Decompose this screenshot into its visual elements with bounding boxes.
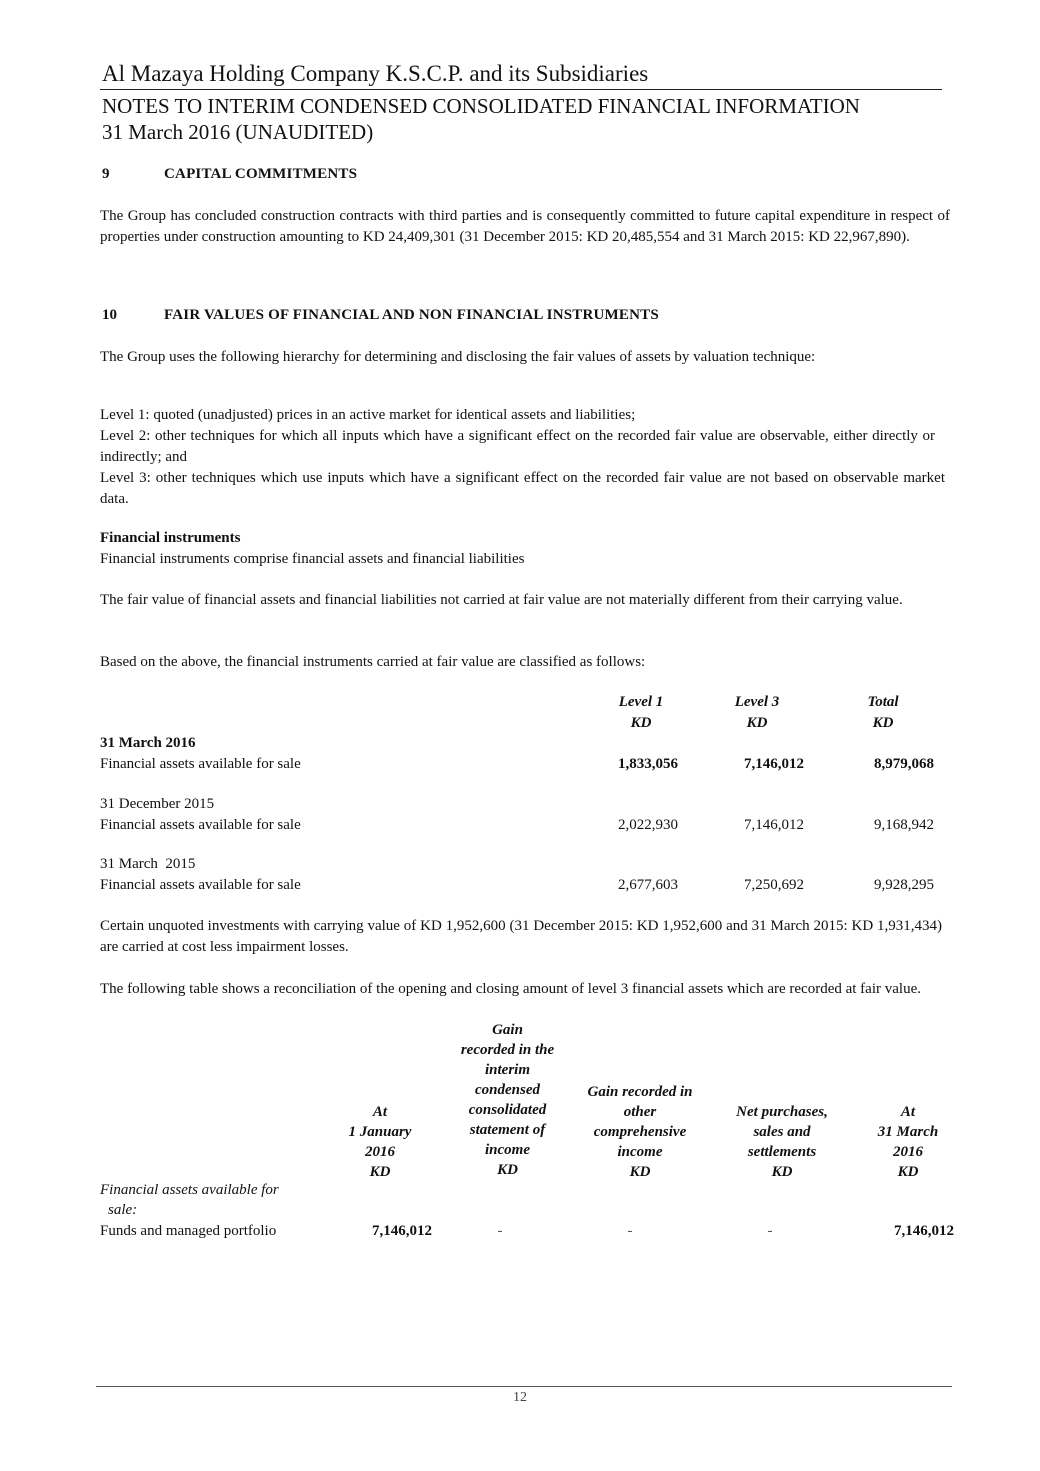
table2-row-label: Funds and managed portfolio [100, 1223, 277, 1239]
level-1-definition: Level 1: quoted (unadjusted) prices in an active market for identical assets and liabilities; [100, 407, 636, 423]
table2-header-gain-income: Gain recorded in the interim condensed consolidated statement of income KD [460, 1022, 555, 1178]
period-title: 31 March 2016 (UNAUDITED) [102, 120, 374, 144]
table2-cell: - [627, 1223, 633, 1239]
table2-group-label: Financial assets available for [100, 1182, 279, 1198]
level-3-definition: Level 3: other techniques which use inputs which have a significant effect on the recorded fair value are not based on observable market data. [100, 470, 945, 507]
table2-header-net-purchases: Net purchases, sales and settlements KD [736, 1104, 828, 1180]
table1-period: 31 March 2016 [100, 735, 196, 751]
reconciliation-intro: The following table shows a reconciliation of the opening and closing amount of level 3 financial assets which are recorded at fair value. [100, 981, 921, 997]
table1-row-label: Financial assets available for sale [100, 817, 301, 833]
notes-title: NOTES TO INTERIM CONDENSED CONSOLIDATED FINANCIAL INFORMATION [102, 94, 860, 118]
table1-period: 31 March 2015 [100, 856, 196, 872]
section-9-body: The Group has concluded construction contracts with third parties and is consequently committed to future capital expenditure in respect of properties under construction amounting to KD 24,409,301 (31 December 2015: KD 20,485,554 and 31 March 2015: KD 22,967,890). [100, 208, 950, 245]
table1-cell: 7,146,012 [744, 817, 804, 833]
table1-cell: 7,250,692 [744, 877, 804, 893]
table2-cell: - [497, 1223, 503, 1239]
table1-row-label: Financial assets available for sale [100, 877, 301, 893]
table1-header-level1: Level 1 KD [618, 694, 664, 731]
table1-header-total: Total KD [867, 694, 899, 731]
financial-instruments-paragraph: The fair value of financial assets and financial liabilities not carried at fair value are not materially different from their carrying value. [100, 592, 903, 608]
table1-row-label: Financial assets available for sale [100, 756, 301, 772]
table1-cell: 9,168,942 [874, 817, 934, 833]
table1-cell: 2,677,603 [618, 877, 678, 893]
financial-instruments-subtext: Financial instruments comprise financial assets and financial liabilities [100, 551, 525, 567]
table2-cell: 7,146,012 [894, 1223, 954, 1239]
table2-header-closing: At 31 March 2016 KD [877, 1104, 939, 1180]
section-10-title: FAIR VALUES OF FINANCIAL AND NON FINANCIAL INSTRUMENTS [164, 307, 659, 323]
unquoted-investments-paragraph: Certain unquoted investments with carrying value of KD 1,952,600 (31 December 2015: KD 1,952,600 and 31 March 2015: KD 1,931,434) are carried at cost less impairment losses. [100, 918, 942, 955]
table1-cell: 9,928,295 [874, 877, 934, 893]
section-9-number: 9 [102, 166, 110, 182]
section-9-title: CAPITAL COMMITMENTS [164, 166, 358, 182]
table1-cell: 7,146,012 [744, 756, 804, 772]
table1-cell: 2,022,930 [618, 817, 678, 833]
table1-cell: 8,979,068 [874, 756, 934, 772]
classification-intro: Based on the above, the financial instruments carried at fair value are classified as follows: [100, 654, 646, 670]
table1-cell: 1,833,056 [618, 756, 678, 772]
table2-header-gain-oci: Gain recorded in other comprehensive income KD [587, 1084, 693, 1180]
table2-header-opening: At 1 January 2016 KD [348, 1104, 412, 1180]
table2-cell: 7,146,012 [372, 1223, 432, 1239]
level-2-definition: Level 2: other techniques for which all inputs which have a significant effect on the recorded fair value are observable, either directly or indirectly; and [100, 428, 935, 465]
section-10-number: 10 [102, 307, 117, 323]
section-10-intro: The Group uses the following hierarchy for determining and disclosing the fair values of assets by valuation technique: [100, 349, 816, 365]
table2-cell: - [767, 1223, 773, 1239]
page-number: 12 [513, 1390, 527, 1405]
table2-group-label-cont: sale: [108, 1202, 138, 1218]
company-name: Al Mazaya Holding Company K.S.C.P. and its Subsidiaries [102, 61, 649, 86]
table1-period: 31 December 2015 [100, 796, 215, 812]
footer-rule [96, 1386, 952, 1387]
header-rule [100, 89, 942, 90]
financial-instruments-heading: Financial instruments [100, 530, 241, 546]
table1-header-level3: Level 3 KD [734, 694, 780, 731]
